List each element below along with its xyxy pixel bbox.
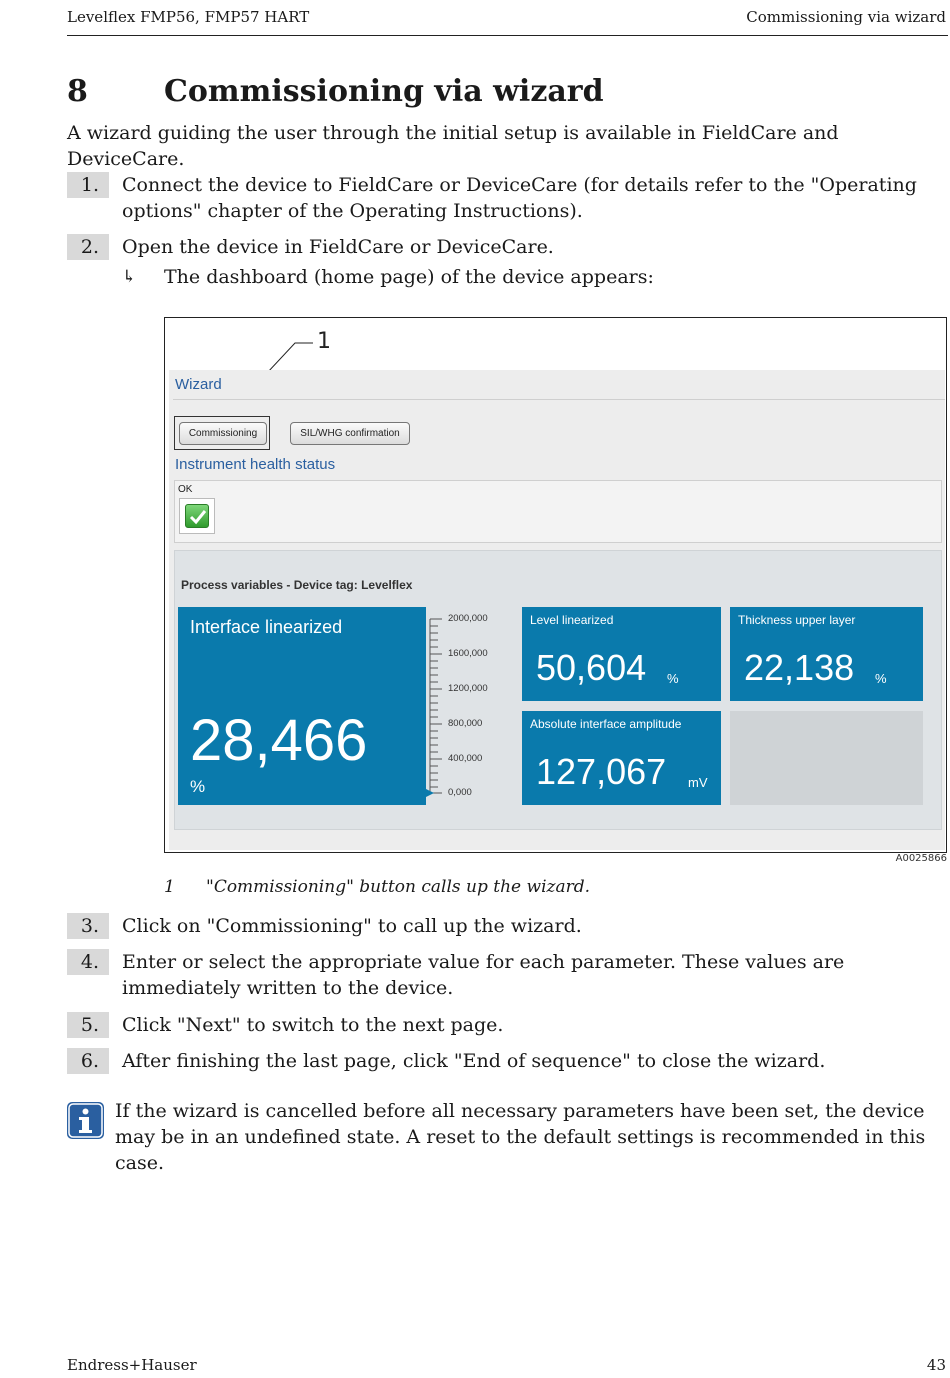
wizard-title: Wizard	[175, 376, 222, 393]
page-number: 43	[926, 1356, 946, 1374]
step-text: After finishing the last page, click "End of sequence" to close the wizard.	[122, 1050, 826, 1072]
device-dashboard	[169, 370, 945, 850]
health-status-text: OK	[178, 484, 193, 495]
scale-ticks	[426, 607, 446, 805]
result-arrow-icon: ↳	[122, 267, 137, 287]
note-text: If the wizard is cancelled before all necessary parameters have been set, the device may be in an undefined state. A reset to the default settings is recommended in this case.	[115, 1100, 926, 1174]
running-header-left: Levelflex FMP56, FMP57 HART	[67, 8, 310, 26]
step-number: 4.	[67, 949, 109, 975]
info-icon	[67, 1102, 104, 1139]
tile-value: 50,604	[536, 647, 647, 688]
tile-label: Thickness upper layer	[738, 613, 856, 627]
header-rule	[67, 35, 948, 36]
step-text: Click on "Commissioning" to call up the wizard.	[122, 915, 582, 937]
caption-text: "Commissioning" button calls up the wizard.	[206, 877, 591, 897]
instrument-health-title: Instrument health status	[175, 456, 336, 473]
scale-tick-label: 2000,000	[448, 613, 488, 624]
figure-id: A0025866	[895, 853, 947, 864]
caption-number: 1	[164, 877, 175, 897]
tile-value: 22,138	[744, 647, 855, 688]
scale-tick-label: 1600,000	[448, 648, 488, 659]
step-number: 1.	[67, 172, 109, 198]
bargraph-scale	[426, 607, 516, 805]
footer-left: Endress+Hauser	[67, 1356, 197, 1374]
thickness-upper-layer-tile	[730, 607, 923, 701]
result-text: The dashboard (home page) of the device appears:	[164, 266, 654, 288]
tile-unit: mV	[688, 775, 708, 790]
step-number: 6.	[67, 1048, 109, 1074]
process-variables-title: Process variables - Device tag: Levelflex	[181, 578, 413, 592]
running-header-right: Commissioning via wizard	[746, 8, 946, 26]
tile-label: Interface linearized	[190, 617, 343, 637]
callout-number: 1	[317, 329, 331, 354]
empty-tile	[730, 711, 923, 805]
commissioning-button[interactable]: Commissioning	[179, 422, 267, 445]
scale-tick-label: 0,000	[448, 787, 472, 798]
process-variables-panel	[174, 550, 942, 830]
interface-linearized-tile	[178, 607, 426, 805]
tile-unit: %	[875, 671, 887, 686]
tile-label: Absolute interface amplitude	[530, 717, 682, 731]
tile-value: 127,067	[536, 751, 667, 792]
scale-tick-label: 1200,000	[448, 683, 488, 694]
tile-unit: %	[667, 671, 679, 686]
wizard-separator	[173, 399, 945, 400]
chapter-title: Commissioning via wizard	[164, 74, 604, 109]
step-number: 5.	[67, 1012, 109, 1038]
scale-tick-label: 800,000	[448, 718, 483, 729]
step-text: Open the device in FieldCare or DeviceCare.	[122, 236, 554, 258]
status-ok-icon	[179, 498, 215, 534]
chapter-number: 8	[67, 74, 88, 109]
tile-label: Level linearized	[530, 613, 614, 627]
level-linearized-tile	[522, 607, 721, 701]
intro-paragraph: A wizard guiding the user through the initial setup is available in FieldCare and DeviceCare.	[67, 122, 839, 170]
dashboard-figure	[164, 317, 947, 853]
step-text: Click "Next" to switch to the next page.	[122, 1014, 504, 1036]
step-text: Connect the device to FieldCare or DeviceCare (for details refer to the "Operating options" chapter of the Operating Instructions).	[122, 174, 917, 222]
step-number: 2.	[67, 234, 109, 260]
tile-value: 28,466	[190, 708, 368, 773]
instrument-health-panel	[174, 480, 942, 543]
step-number: 3.	[67, 913, 109, 939]
absolute-interface-amplitude-tile	[522, 711, 721, 805]
tile-unit: %	[190, 777, 206, 796]
scale-tick-label: 400,000	[448, 753, 483, 764]
step-text: Enter or select the appropriate value for each parameter. These values are immediately written to the device.	[122, 951, 845, 999]
sil-whg-confirmation-button[interactable]: SIL/WHG confirmation	[290, 422, 410, 445]
